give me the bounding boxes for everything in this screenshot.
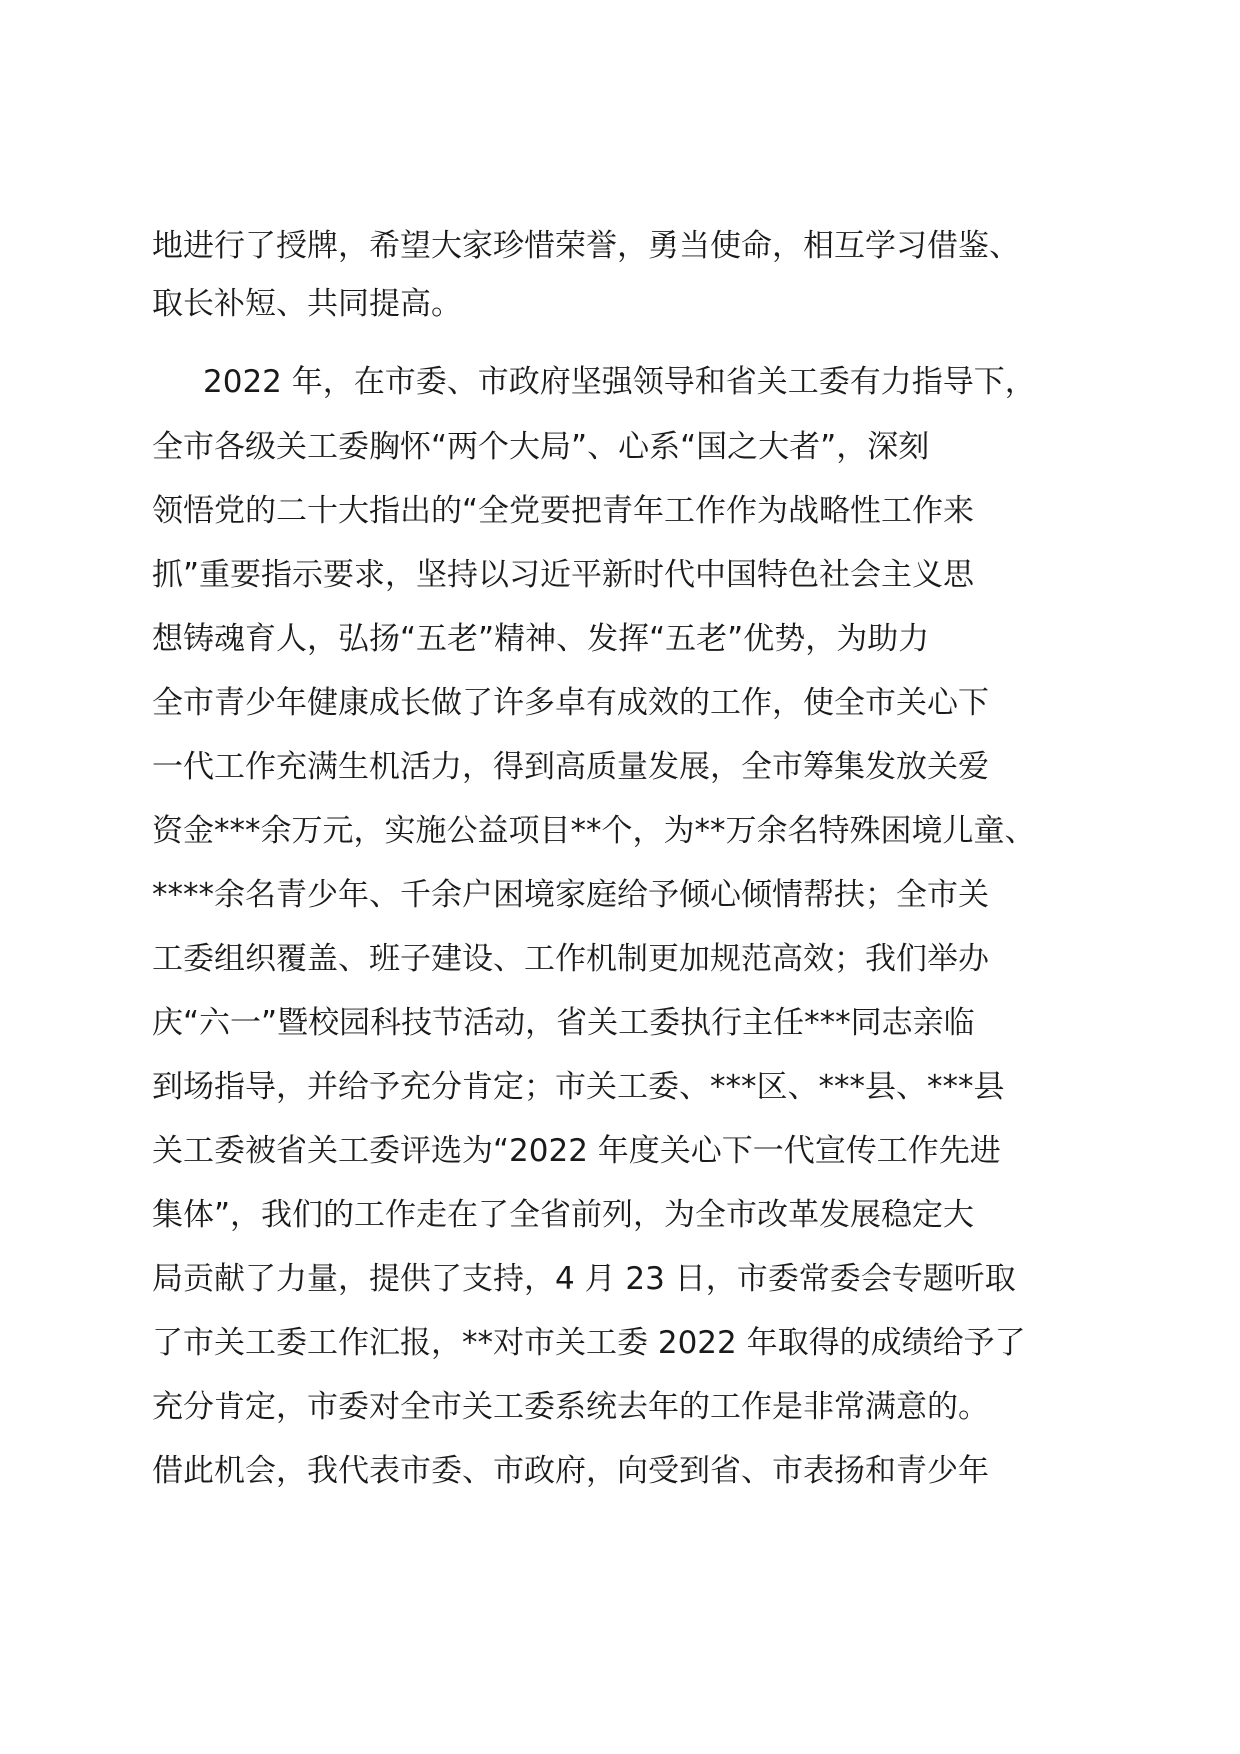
paragraph-2-line-17: 充分肯定，市委对全市关工委系统去年的工作是非常满意的。: [152, 1389, 989, 1425]
paragraph-2-line-16: 了市关工委工作汇报，**对市关工委 2022 年取得的成绩给予了: [152, 1325, 1026, 1361]
paragraph-2-line-8: 资金***余万元，实施公益项目**个，为**万余名特殊困境儿童、: [152, 813, 1036, 849]
paragraph-2-line-11: 庆“六一”暨校园科技节活动，省关工委执行主任***同志亲临: [152, 1005, 975, 1041]
paragraph-2-line-4: 抓”重要指示要求，坚持以习近平新时代中国特色社会主义思: [152, 557, 975, 593]
paragraph-2-line-3: 领悟党的二十大指出的“全党要把青年工作作为战略性工作来: [152, 493, 975, 529]
paragraph-2-line-13: 关工委被省关工委评选为“2022 年度关心下一代宣传工作先进: [152, 1133, 1001, 1169]
paragraph-2-line-2: 全市各级关工委胸怀“两个大局”、心系“国之大者”，深刻: [152, 429, 930, 465]
paragraph-2-line-14: 集体”，我们的工作走在了全省前列，为全市改革发展稳定大: [152, 1197, 975, 1233]
paragraph-2-line-5: 想铸魂育人，弘扬“五老”精神、发挥“五老”优势，为助力: [152, 621, 930, 657]
paragraph-2-line-18: 借此机会，我代表市委、市政府，向受到省、市表扬和青少年: [152, 1453, 989, 1489]
paragraph-2-line-10: 工委组织覆盖、班子建设、工作机制更加规范高效；我们举办: [152, 941, 989, 977]
paragraph-1-line-2: 取长补短、共同提高。: [152, 286, 462, 322]
paragraph-2-line-9: ****余名青少年、千余户困境家庭给予倾心倾情帮扶；全市关: [152, 877, 989, 913]
paragraph-1-line-1: 地进行了授牌，希望大家珍惜荣誉，勇当使命，相互学习借鉴、: [152, 228, 1020, 264]
paragraph-2-line-1: 2022 年，在市委、市政府坚强领导和省关工委有力指导下，: [203, 364, 1036, 400]
paragraph-2-line-6: 全市青少年健康成长做了许多卓有成效的工作，使全市关心下: [152, 685, 989, 721]
paragraph-2-line-12: 到场指导，并给予充分肯定；市关工委、***区、***县、***县: [152, 1069, 1005, 1105]
paragraph-2-line-7: 一代工作充满生机活力，得到高质量发展，全市筹集发放关爱: [152, 749, 989, 785]
paragraph-2-line-15: 局贡献了力量，提供了支持，4 月 23 日，市委常委会专题听取: [152, 1261, 1016, 1297]
